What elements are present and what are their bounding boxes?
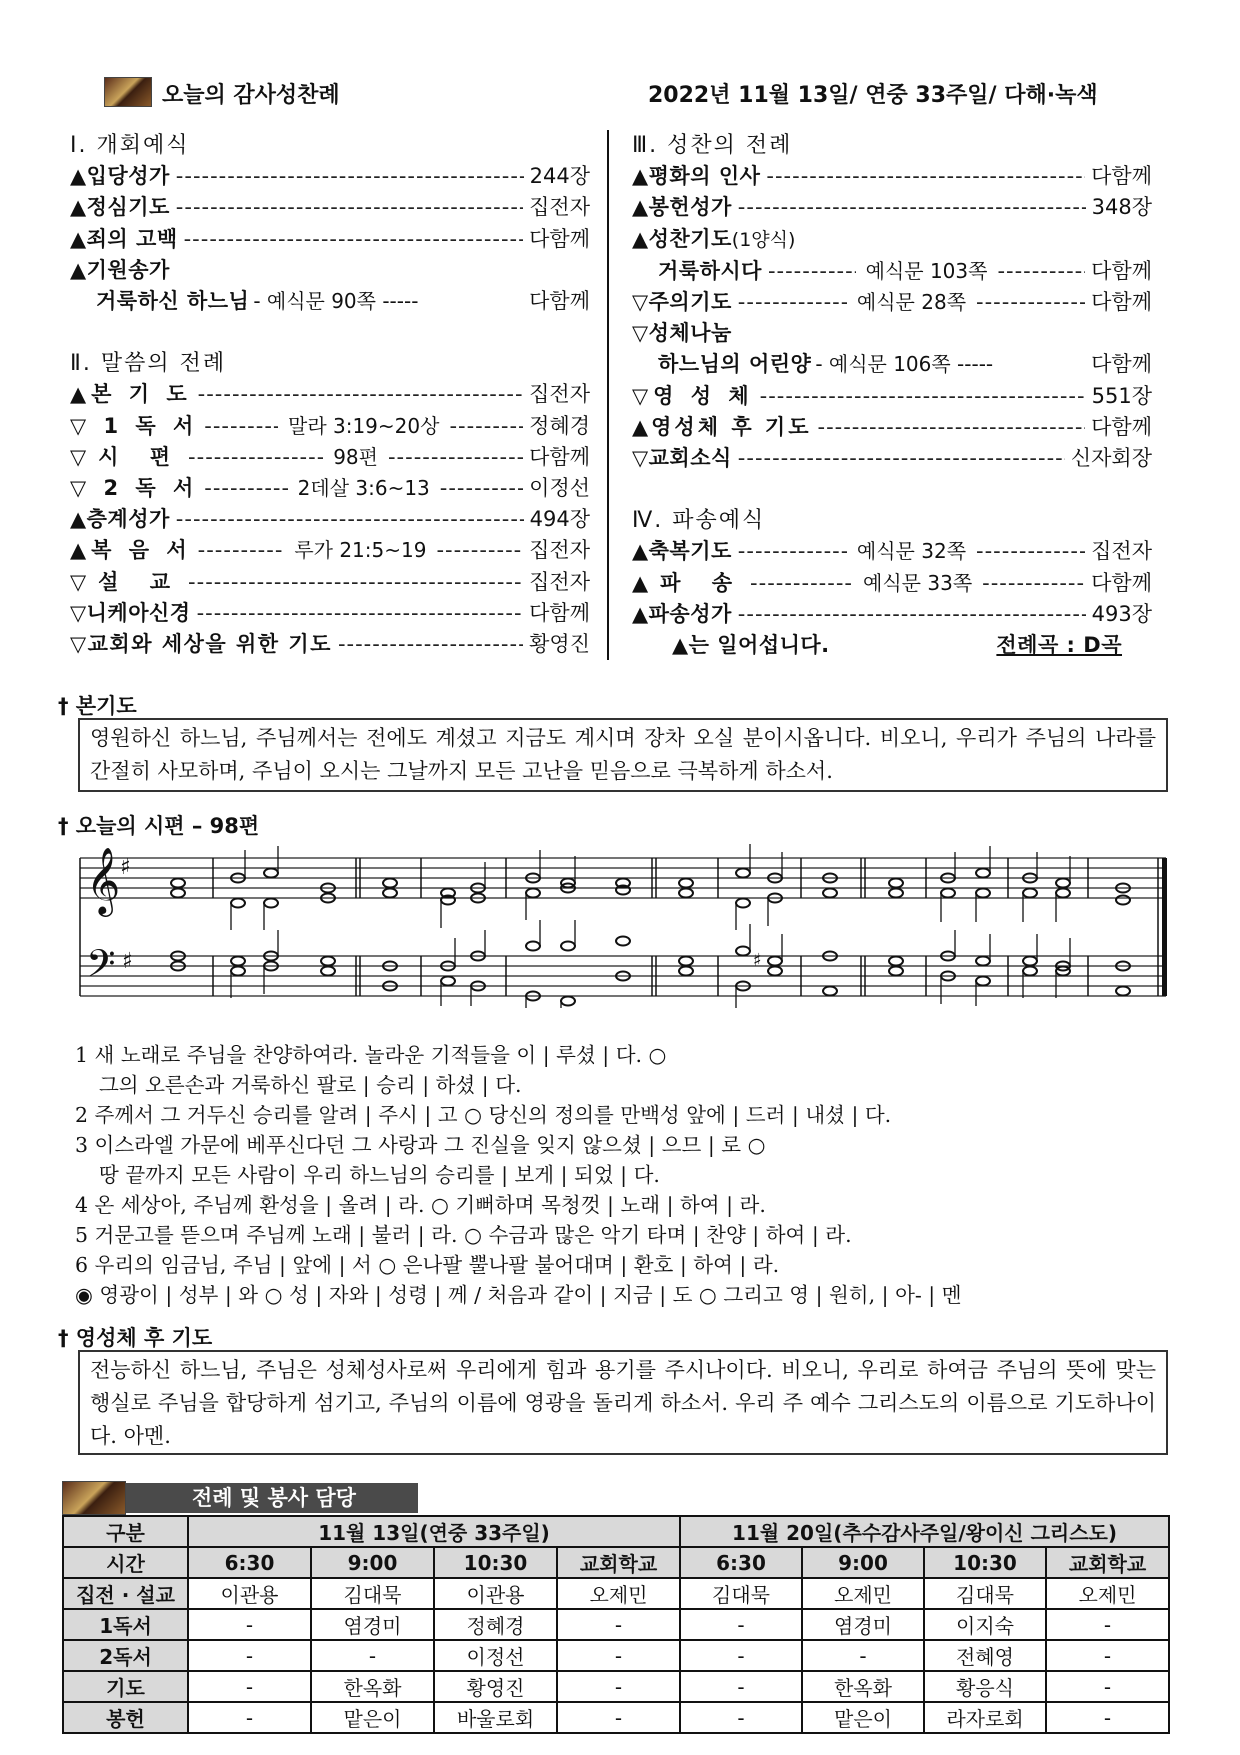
table-cell: 맡은이: [802, 1702, 924, 1733]
item-name: ▲봉헌성가: [632, 195, 732, 220]
table-cell: -: [557, 1671, 680, 1702]
item-name: ▲파 송: [632, 570, 745, 595]
item-name: ▽시 편: [70, 444, 183, 469]
item-value: 다함께: [529, 444, 590, 469]
page-title: 오늘의 감사성찬례: [162, 83, 340, 108]
table-cell: 이관용: [434, 1578, 557, 1609]
psalm-line: 2 주께서 그 거두신 승리를 알려 | 주시 | 고 ○ 당신의 정의를 만백성 앞에 | 드러 | 내셨 | 다.: [75, 1103, 892, 1127]
table-cell: -: [1046, 1671, 1169, 1702]
table-cell: -: [680, 1640, 802, 1671]
roster-title-text: 전례 및 봉사 담당: [192, 1486, 356, 1510]
item-name: ▽ 2 독 서: [70, 476, 199, 501]
table-cell: -: [1046, 1702, 1169, 1733]
order-row: [632, 287, 1152, 318]
table-cell: -: [680, 1702, 802, 1733]
collect-text: 영원하신 하느님, 주님께서는 전에도 계셨고 지금도 계시며 장차 오실 분이시옵니다. 비오니, 우리가 주님의 나라를 간절히 사모하며, 주님이 오시는 그날까지 모든 고난을 믿음으로 극복하게 하소서.: [78, 718, 1168, 792]
psalm-line: 그의 오른손과 거룩하신 팔로 | 승리 | 하셨 | 다.: [99, 1073, 522, 1097]
order-row: [632, 536, 1152, 567]
order-row: [632, 224, 1152, 256]
table-cell: 이정선: [434, 1640, 557, 1671]
item-note: (1양식): [731, 228, 796, 251]
item-name: ▽영 성 체: [632, 383, 754, 408]
order-row: [70, 473, 590, 504]
table-cell: 정혜경: [434, 1609, 557, 1640]
item-reference: 말라 3:19~20상: [288, 413, 440, 438]
psalm-line: 5 거문고를 뜯으며 주님께 노래 | 불러 | 라. ○ 수금과 많은 악기 타며 | 찬양 | 하여 | 라.: [75, 1223, 852, 1247]
item-name: ▲기원송가: [70, 257, 170, 282]
table-cell: 김대묵: [924, 1578, 1046, 1609]
psalm-line: ◉ 영광이 | 성부 | 와 ○ 성 | 자와 | 성령 | 께 / 처음과 같이 | 지금 | 도 ○ 그리고 영 | 원히, | 아- | 멘: [75, 1283, 962, 1307]
item-value: 이정선: [529, 476, 591, 501]
table-cell: 전혜영: [924, 1640, 1046, 1671]
table-cell: 이지숙: [924, 1609, 1046, 1640]
role-label: 2독서: [63, 1640, 188, 1671]
role-label: 봉헌: [63, 1702, 188, 1733]
item-reference: - 예식문 106쪽 -----: [815, 352, 994, 377]
table-cell: 라자로회: [924, 1702, 1046, 1733]
psalm-music-score: [78, 838, 1173, 1008]
time-cell: 10:30: [434, 1547, 557, 1578]
table-cell: -: [188, 1609, 311, 1640]
item-value: 다함께: [1091, 290, 1152, 315]
order-row: [632, 192, 1152, 223]
item-name: ▽교회소식: [632, 446, 732, 471]
svg-text:♯: ♯: [120, 855, 131, 880]
psalm-heading: † 오늘의 시편 – 98편: [58, 814, 260, 838]
table-cell: 이관용: [188, 1578, 311, 1609]
order-row: [70, 379, 590, 410]
order-row: [632, 381, 1152, 412]
table-cell: -: [557, 1609, 680, 1640]
table-cell: -: [188, 1702, 311, 1733]
role-label: 집전 · 설교: [63, 1578, 188, 1609]
item-value: 494장: [529, 507, 590, 532]
order-row: [70, 224, 590, 255]
svg-text:𝄞: 𝄞: [86, 846, 121, 914]
section-heading-word: Ⅱ. 말씀의 전례: [70, 351, 227, 377]
item-name: ▲영성체 후 기도: [632, 414, 812, 439]
item-name: ▲정심기도: [70, 195, 170, 220]
item-name: ▲본 기 도: [70, 382, 192, 407]
table-cell: -: [1046, 1640, 1169, 1671]
item-value: 다함께: [529, 600, 590, 625]
stand-note: ▲는 일어섭니다.: [672, 633, 830, 658]
item-value: 다함께: [1091, 570, 1152, 595]
table-cell: 염경미: [311, 1609, 434, 1640]
order-row: [632, 443, 1152, 474]
column-divider: [607, 130, 609, 660]
table-cell: -: [188, 1640, 311, 1671]
table-row: [63, 1640, 1169, 1671]
psalm-line: 1 새 노래로 주님을 찬양하여라. 놀라운 기적들을 이 | 루셨 | 다. ○: [75, 1043, 667, 1067]
item-value: 집전자: [1091, 539, 1152, 564]
table-cell: 한옥화: [802, 1671, 924, 1702]
section-heading-opening: Ⅰ. 개회예식: [70, 133, 190, 158]
order-row: [632, 568, 1152, 599]
psalm-text: [75, 1040, 962, 1310]
psalm-line: 3 이스라엘 가문에 베푸신다던 그 사랑과 그 진실을 잊지 않으셨 | 으므 | 로 ○: [75, 1133, 766, 1157]
order-row: [632, 412, 1152, 443]
item-name: ▽교회와 세상을 위한 기도: [70, 632, 332, 657]
header-image: [104, 77, 152, 107]
table-cell: 김대묵: [311, 1578, 434, 1609]
order-row: [632, 161, 1152, 192]
table-cell: 맡은이: [311, 1702, 434, 1733]
collect-heading: † 본기도: [58, 694, 137, 718]
order-row: [70, 192, 590, 223]
item-value: 다함께: [529, 226, 590, 251]
role-label: 1독서: [63, 1609, 188, 1640]
item-name: ▽설 교: [70, 569, 183, 594]
item-reference: 예식문 28쪽: [856, 290, 967, 315]
item-value: 황영진: [529, 632, 590, 657]
table-cell: 오제민: [1046, 1578, 1169, 1609]
psalm-line: 4 온 세상아, 주님께 환성을 | 올려 | 라. ○ 기뻐하며 목청껏 | 노래 | 하여 | 라.: [75, 1193, 766, 1217]
order-row: [632, 599, 1152, 630]
order-row: [70, 411, 590, 442]
item-value: 244장: [529, 164, 590, 189]
item-reference: 예식문 33쪽: [863, 570, 973, 595]
order-row: [70, 442, 590, 473]
table-cell: 황영진: [434, 1671, 557, 1702]
order-row: [70, 161, 590, 192]
item-reference: 루가 21:5~19: [294, 538, 427, 563]
tune-note: 전례곡 : D곡: [996, 633, 1122, 658]
time-label: 시간: [63, 1547, 188, 1578]
item-name: ▲복 음 서: [70, 538, 192, 563]
item-value: 집전자: [529, 382, 590, 407]
order-row: [70, 286, 590, 317]
order-row: [632, 318, 1152, 349]
table-cell: 바울로회: [434, 1702, 557, 1733]
item-name: 하느님의 어린양: [658, 352, 812, 377]
section-heading-eucharist: Ⅲ. 성찬의 전례: [632, 133, 793, 158]
table-cell: -: [557, 1702, 680, 1733]
time-cell: 교회학교: [557, 1547, 680, 1578]
item-name: ▲파송성가: [632, 601, 732, 626]
item-reference: 98편: [333, 444, 378, 469]
label-header: 구분: [63, 1516, 188, 1547]
service-date: 2022년 11월 13일/ 연중 33주일/ 다해·녹색: [648, 83, 1098, 108]
item-name: ▽ 1 독 서: [70, 413, 199, 438]
roster-image: [62, 1481, 126, 1515]
table-cell: 한옥화: [311, 1671, 434, 1702]
table-cell: 황응식: [924, 1671, 1046, 1702]
item-value: 집전자: [529, 195, 590, 220]
time-cell: 교회학교: [1046, 1547, 1169, 1578]
svg-text:♯: ♯: [753, 950, 762, 971]
order-right-column: [632, 130, 1152, 661]
item-name: ▲죄의 고백: [70, 226, 178, 251]
post-communion-text: 전능하신 하느님, 주님은 성체성사로써 우리에게 힘과 용기를 주시나이다. 비오니, 우리로 하여금 주님의 뜻에 맞는 행실로 주님을 합당하게 섬기고, 주님의 이름에 영광을 돌리게 하소서. 우리 주 예수 그리스도의 이름으로 기도하나이다. 아멘.: [78, 1350, 1168, 1455]
psalm-line: 6 우리의 임금님, 주님 | 앞에 | 서 ○ 은나팔 뿔나팔 불어대며 | 환호 | 하여 | 라.: [75, 1253, 780, 1277]
table-cell: -: [680, 1609, 802, 1640]
item-name: ▲축복기도: [632, 539, 732, 564]
time-cell: 10:30: [924, 1547, 1046, 1578]
item-value: 다함께: [1091, 352, 1152, 377]
week2-header: 11월 20일(추수감사주일/왕이신 그리스도): [680, 1516, 1169, 1547]
item-name: ▽주의기도: [632, 290, 732, 315]
time-cell: 9:00: [802, 1547, 924, 1578]
table-row: [63, 1671, 1169, 1702]
table-row: [63, 1547, 1169, 1578]
order-row: [70, 535, 590, 566]
item-name: ▲층계성가: [70, 507, 170, 532]
item-value: 집전자: [529, 569, 590, 594]
item-name: 거룩하시다: [658, 258, 762, 283]
table-cell: -: [802, 1640, 924, 1671]
order-row: [70, 255, 590, 286]
item-value: 집전자: [529, 538, 590, 563]
table-cell: 김대묵: [680, 1578, 802, 1609]
order-row: [632, 630, 1152, 661]
item-reference: 2데살 3:6~13: [297, 476, 430, 501]
item-value: 493장: [1091, 601, 1152, 626]
item-reference: - 예식문 90쪽 -----: [253, 289, 419, 314]
item-value: 348장: [1091, 195, 1152, 220]
item-name: ▲성찬기도: [632, 226, 732, 251]
item-reference: 예식문 103쪽: [865, 258, 988, 283]
order-row: [70, 598, 590, 629]
table-row: [63, 1609, 1169, 1640]
table-cell: -: [1046, 1609, 1169, 1640]
order-row: [70, 567, 590, 598]
table-row: [63, 1702, 1169, 1733]
svg-text:𝄢: 𝄢: [86, 941, 116, 995]
item-value: 551장: [1091, 383, 1152, 408]
table-row: [63, 1578, 1169, 1609]
table-cell: -: [680, 1671, 802, 1702]
week1-header: 11월 13일(연중 33주일): [188, 1516, 680, 1547]
item-value: 다함께: [529, 289, 590, 314]
item-value: 다함께: [1091, 258, 1153, 283]
svg-text:♯: ♯: [122, 949, 133, 974]
item-value: 다함께: [1091, 414, 1152, 439]
table-cell: -: [188, 1671, 311, 1702]
psalm-line: 땅 끝까지 모든 사람이 우리 하느님의 승리를 | 보게 | 되었 | 다.: [99, 1163, 660, 1187]
roster-title: [126, 1483, 418, 1513]
item-value: 정혜경: [529, 413, 591, 438]
order-row: [632, 256, 1152, 287]
time-cell: 9:00: [311, 1547, 434, 1578]
table-cell: -: [311, 1640, 434, 1671]
section-heading-dismissal: Ⅳ. 파송예식: [632, 508, 766, 534]
item-name: 거룩하신 하느님: [96, 289, 250, 314]
table-cell: 오제민: [557, 1578, 680, 1609]
order-row: [632, 349, 1152, 380]
duty-roster-table: [62, 1515, 1170, 1734]
time-cell: 6:30: [188, 1547, 311, 1578]
table-cell: 오제민: [802, 1578, 924, 1609]
item-name: ▲평화의 인사: [632, 164, 761, 189]
item-value: 다함께: [1091, 164, 1152, 189]
order-row: [70, 629, 590, 660]
post-communion-heading: † 영성체 후 기도: [58, 1326, 213, 1350]
item-name: ▽성체나눔: [632, 321, 732, 346]
item-reference: 예식문 32쪽: [856, 539, 967, 564]
item-value: 신자회장: [1070, 446, 1152, 471]
item-name: ▲입당성가: [70, 164, 170, 189]
table-cell: 염경미: [802, 1609, 924, 1640]
item-name: ▽니케아신경: [70, 600, 191, 625]
role-label: 기도: [63, 1671, 188, 1702]
order-left-column: [70, 130, 590, 660]
time-cell: 6:30: [680, 1547, 802, 1578]
table-row: [63, 1516, 1169, 1547]
table-cell: -: [557, 1640, 680, 1671]
order-row: [70, 504, 590, 535]
